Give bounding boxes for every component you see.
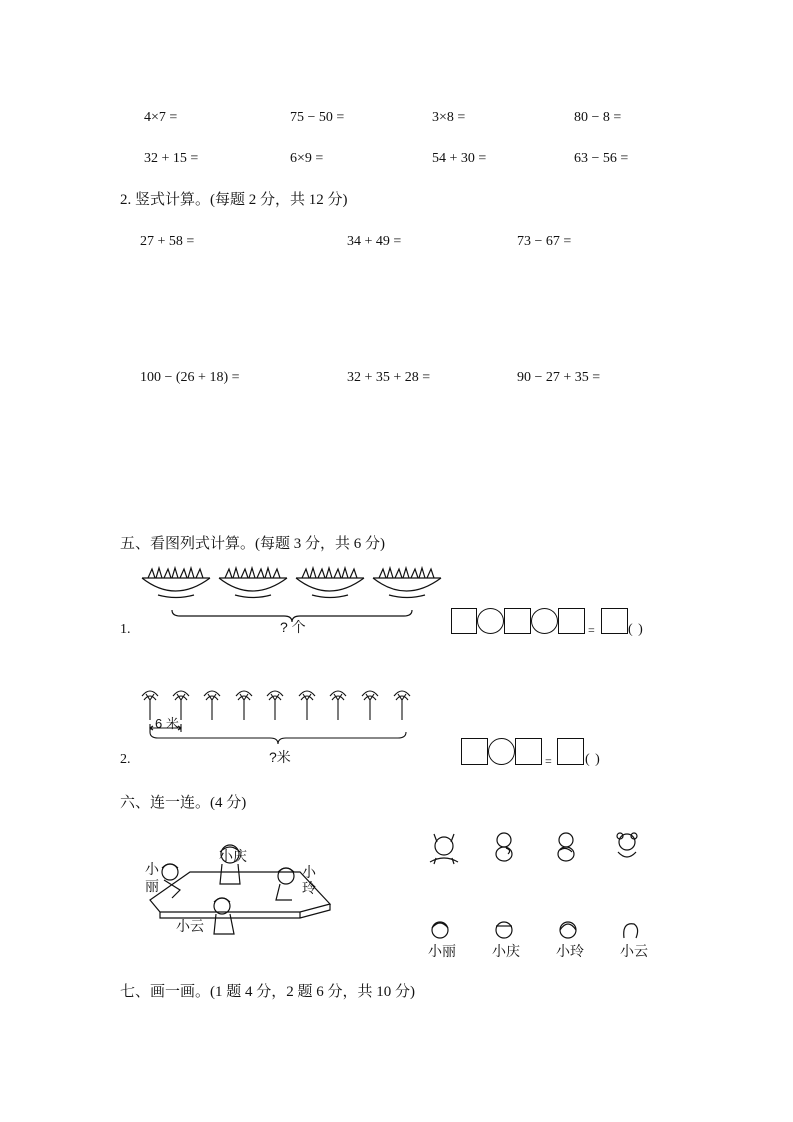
q1-brace-label: ? 个 <box>280 619 306 635</box>
oral-item: 54 + 30 = <box>432 151 487 166</box>
operator-circle[interactable] <box>531 608 558 634</box>
chick-icon <box>558 833 574 861</box>
trees-illustration <box>140 688 420 750</box>
oral-item: 32 + 15 = <box>144 151 199 166</box>
answer-box[interactable] <box>504 608 531 634</box>
animal-figures <box>424 830 654 870</box>
bear-icon <box>617 833 637 857</box>
scene-label-bottom: 小云 <box>176 920 204 935</box>
vertical-item: 34 + 49 = <box>347 234 402 249</box>
section5-title: 五、看图列式计算。(每题 3 分，共 6 分) <box>120 536 385 552</box>
q1-number: 1. <box>120 622 131 637</box>
unit-paren: ( ) <box>585 752 601 767</box>
oral-item: 3×8 = <box>432 110 466 125</box>
result-box[interactable] <box>557 738 584 765</box>
children-figures <box>424 920 654 942</box>
child-name[interactable]: 小玲 <box>556 945 584 960</box>
vertical-item: 73 − 67 = <box>517 234 572 249</box>
oral-item: 4×7 = <box>144 110 178 125</box>
answer-box[interactable] <box>461 738 488 765</box>
vertical-item: 90 − 27 + 35 = <box>517 370 601 385</box>
scene-label-right: 小 <box>302 866 316 881</box>
answer-box[interactable] <box>515 738 542 765</box>
oral-item: 6×9 = <box>290 151 324 166</box>
vertical-item: 27 + 58 = <box>140 234 195 249</box>
result-box[interactable] <box>601 608 628 634</box>
vertical-item: 32 + 35 + 28 = <box>347 370 431 385</box>
cat-icon <box>430 834 458 864</box>
unit-paren: ( ) <box>628 622 644 637</box>
chick-icon <box>496 833 512 861</box>
vertical-item: 100 − (26 + 18) = <box>140 370 240 385</box>
child-name[interactable]: 小庆 <box>492 945 520 960</box>
oral-item: 63 − 56 = <box>574 151 629 166</box>
section7-title: 七、画一画。(1 题 4 分，2 题 6 分，共 10 分) <box>120 984 415 1000</box>
operator-circle[interactable] <box>477 608 504 634</box>
scene-label-top: 小庆 <box>219 850 247 865</box>
child-name[interactable]: 小丽 <box>428 945 456 960</box>
oral-item: 75 − 50 = <box>290 110 345 125</box>
scene-label-left: 小 <box>145 863 159 878</box>
oral-item: 80 − 8 = <box>574 110 622 125</box>
operator-circle[interactable] <box>488 738 515 765</box>
vertical-title: 2. 竖式计算。(每题 2 分，共 12 分) <box>120 192 348 208</box>
q2-number: 2. <box>120 752 131 767</box>
scene-label-right: 玲 <box>302 882 316 897</box>
q2-brace-label: ?米 <box>269 749 291 765</box>
equals-sign: = <box>588 623 595 637</box>
equals-sign: = <box>545 754 552 768</box>
answer-box[interactable] <box>451 608 477 634</box>
section6-title: 六、连一连。(4 分) <box>120 795 247 811</box>
answer-box[interactable] <box>558 608 585 634</box>
q2-interval-label: 6 米 <box>155 716 179 731</box>
scene-label-left: 丽 <box>145 880 159 895</box>
child-name[interactable]: 小云 <box>620 945 648 960</box>
